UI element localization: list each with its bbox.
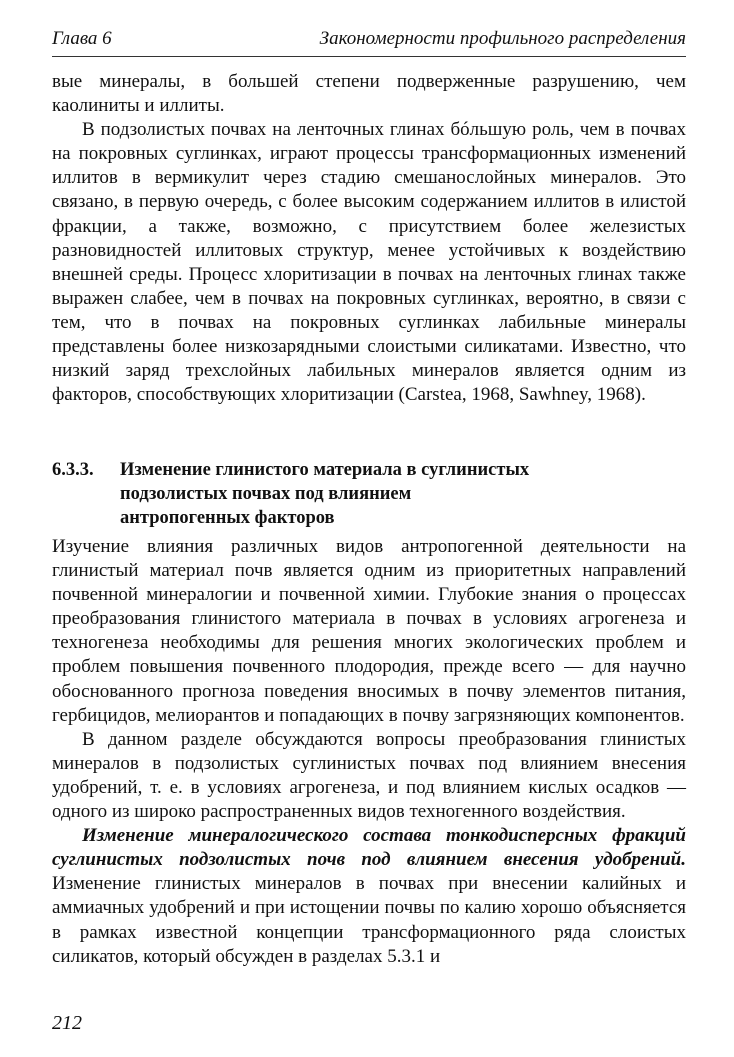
- paragraph: Изучение влияния различных видов антропогенной деятельности на глинистый материал почв является одним из приоритетных направлений почвенной минералогии и почвенной химии. Глубокие знания о процессах преобразования глинистого материала в почвах в условиях агрогенеза и техногенеза необходимы для решения многих экологических проблем и проблем повышения почвенного плодородия, прежде всего — для научно обоснованного прогноза поведения вносимых в почву элементов питания, гербицидов, мелиорантов и попадающих в почву загрязняющих компонентов.: [52, 536, 686, 726]
- paragraph: вые минералы, в большей степени подверженные разрушению, чем каолиниты и иллиты.: [52, 71, 686, 117]
- chapter-label: Глава 6: [52, 28, 112, 49]
- paragraph: В подзолистых почвах на ленточных глинах бóльшую роль, чем в почвах на покровных суглинках, играют процессы трансформационных изменений иллитов в вермикулит через стадию смешанослойных минералов. Это связано, в первую очередь, с более высоким содержанием иллитов в илистой фракции, а также, возможно, с присутствием более железистых разновидностей иллитовых структур, менее устойчивых к воздействию внешней среды. Процесс хлоритизации в почвах на ленточных глинах также выражен слабее, чем в почвах на покровных суглинках, вероятно, в связи с тем, что в почвах на покровных суглинках лабильные минералы представлены более низкозарядными слоистыми силикатами. Известно, что низкий заряд трехслойных лабильных минералов является одним из факторов, способствующих хлоритизации (Carstea, 1968, Sawhney, 1968).: [52, 119, 686, 406]
- paragraph-text: Изменение глинистых минералов в почвах при внесении калийных и аммиачных удобрений и при истощении почвы по калию хорошо объясняется в рамках известной концепции трансформационного ряда слоистых силикатов, который обсужден в разделах 5.3.1 и: [52, 873, 686, 967]
- section-title: [120, 458, 660, 530]
- section-title-line: подзолистых почвах под влиянием: [120, 484, 412, 504]
- paragraph-lead: Изменение минералогического состава тонкодисперсных фракций суглинистых подзолистых почв под влиянием внесения удобрений.: [52, 825, 686, 871]
- text-block-2: [52, 535, 686, 969]
- paragraph: [52, 824, 686, 969]
- section-title-line: Изменение глинистого материала в суглинистых: [120, 460, 530, 480]
- page-number: 212: [52, 1012, 82, 1034]
- running-title: Закономерности профильного распределения: [319, 28, 686, 49]
- text-block-1: [52, 70, 686, 407]
- running-header: [52, 28, 686, 56]
- section-number: 6.3.3.: [52, 460, 94, 480]
- section-title-line: антропогенных факторов: [120, 508, 335, 528]
- header-rule: [52, 56, 686, 57]
- paragraph: В данном разделе обсуждаются вопросы преобразования глинистых минералов в подзолистых суглинистых почвах под влиянием внесения удобрений, т. е. в условиях агрогенеза, и под влиянием кислых осадков — одного из широко распространенных видов техногенного воздействия.: [52, 728, 686, 823]
